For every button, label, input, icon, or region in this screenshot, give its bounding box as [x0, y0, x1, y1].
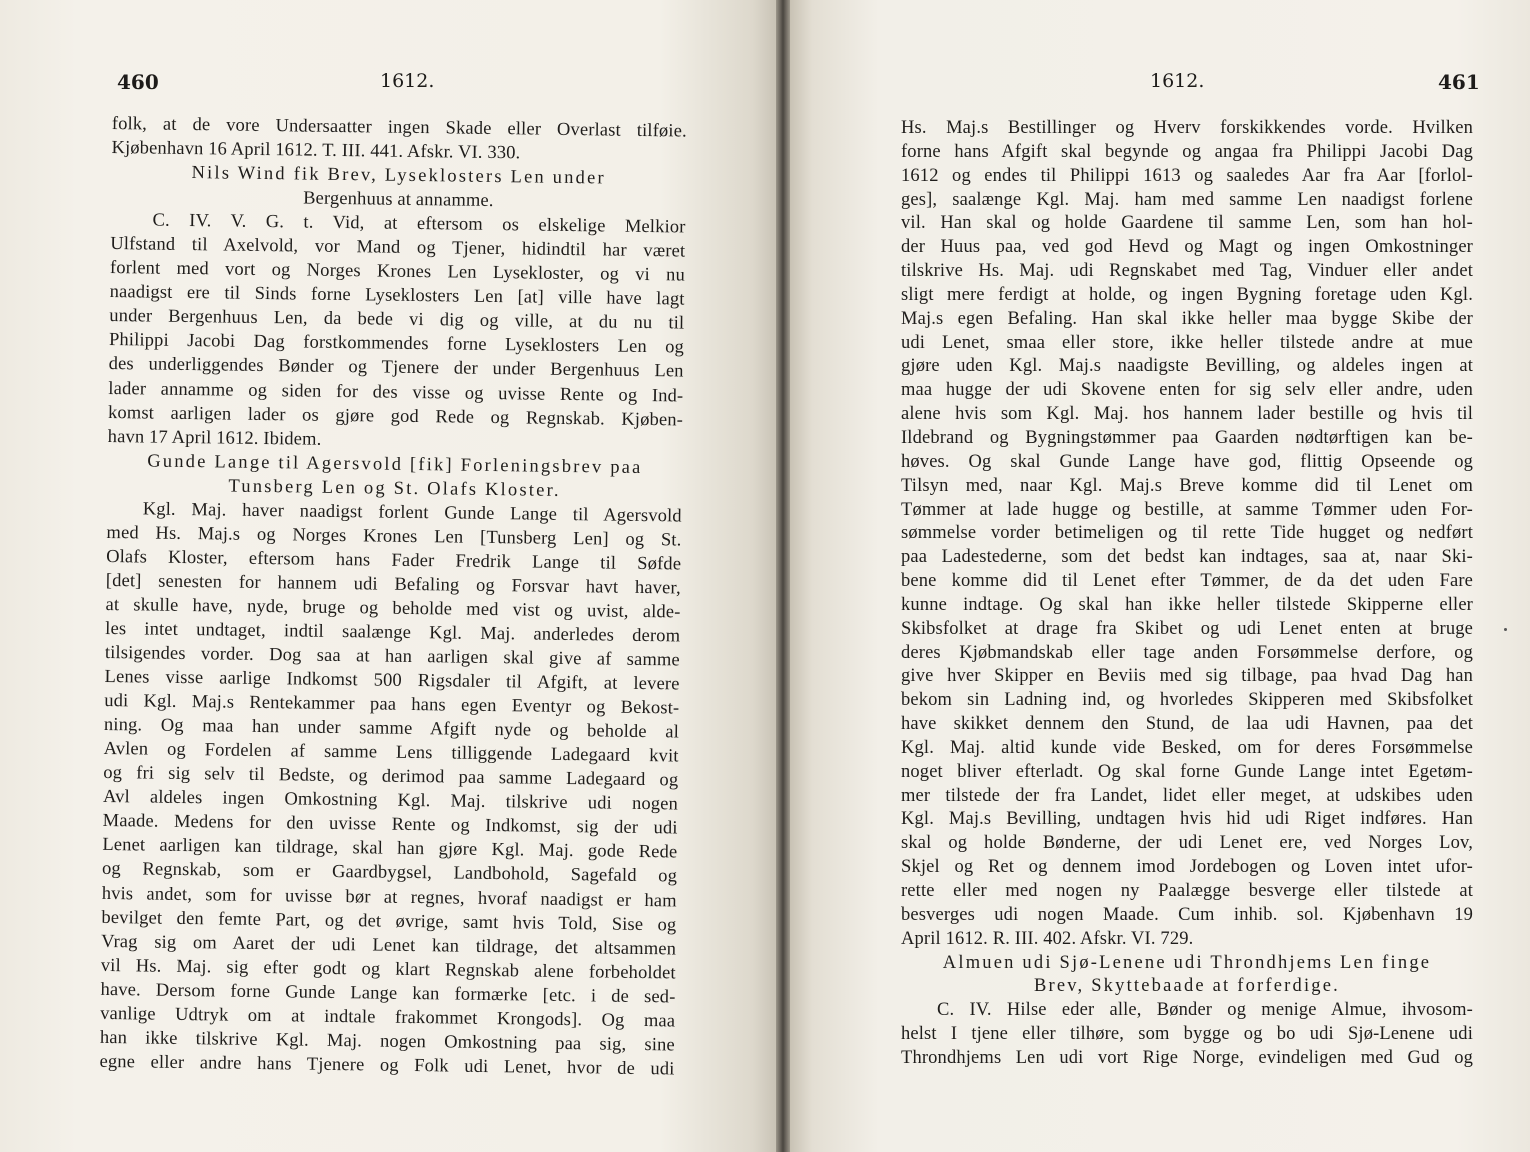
entry-heading: Tunsberg Len og St. Olafs Kloster.: [228, 476, 561, 501]
text-line: rette eller med nogen ny Paalægge besverge eller tilstede at: [901, 881, 1473, 901]
text-line: vil. Han skal og holde Gaardene til samme Len, som han hol-: [901, 213, 1473, 234]
text-line: og Regnskab, som er Gaardbygsel, Landbohold, Sagefald og: [101, 859, 678, 887]
text-line: have skikket dennem den Stund, de laa udi Havnen, paa det: [901, 714, 1473, 735]
book-gutter: [776, 0, 790, 1152]
text-line: Tømmer at lade hugge og bestille, at samme Tømmer uden For-: [901, 499, 1473, 520]
text-line: Maade. Medens for den uvisse Rente og Indkomst, sig der udi: [102, 811, 678, 839]
right-page: [790, 0, 1530, 1152]
running-head-left: 1612.: [380, 70, 435, 92]
text-line: ning. Og maa han under samme Afgift nyde og beholde al: [103, 715, 680, 743]
text-line: lader annamme og siden for des visse og uvisse Rente og Ind-: [108, 378, 684, 407]
text-line: besverges udi nogen Maade. Cum inhib. sol. Kjøbenhavn 19: [901, 904, 1473, 925]
text-line: kunne indtage. Og skal han ikke heller tilstede Skipperne eller: [901, 594, 1473, 615]
text-line: vanlige Udtryk om at indtale frakommet Krongods]. Og maa: [100, 1003, 676, 1032]
text-line: vil Hs. Maj. sig efter godt og klart Regnskab alene forbeholdet: [100, 955, 676, 984]
text-line: Skibsfolket at drage fra Skibet og udi Lenet enten at bruge: [901, 618, 1473, 639]
text-line: Skjel og Ret og dennem imod Jordebogen og Loven intet ufor-: [901, 857, 1473, 878]
entry-heading: Bergenhuus at annamme.: [303, 188, 494, 212]
text-line: sømmelse vorder betimeligen og til rette Tide hugget og nedført: [901, 523, 1473, 544]
text-line: Olafs Kloster, eftersom hans Fader Fredrik Lange til Søfde: [106, 546, 682, 575]
text-line: Avl aldeles ingen Omkostning Kgl. Maj. tilskrive udi nogen: [102, 787, 679, 815]
text-line: Tilsyn med, naar Kgl. Maj.s Breve komme did til Lenet om: [901, 475, 1473, 496]
text-line: han ikke tilskrive Kgl. Maj. nogen Omkostning paa sig, sine: [99, 1027, 675, 1056]
text-line: Maj.s egen Befaling. Han skal ikke heller maa bygge Skibe der: [901, 308, 1473, 329]
text-line: tilskrive Hs. Maj. udi Regnskabet med Tag, Vinduer eller andet: [901, 261, 1473, 282]
page-number-left: 460: [117, 70, 159, 94]
text-line: høves. Og skal Gunde Lange have god, flittig Opseende og: [901, 451, 1473, 472]
text-line: sligt mere ferdigt at holde, og ingen Bygning foretage uden Kgl.: [901, 284, 1473, 305]
page-number-right: 461: [1438, 70, 1480, 94]
text-line: havn 17 April 1612. Ibidem.: [107, 426, 322, 450]
text-line: alene hvis som Kgl. Maj. hos hannem lader bestille og hvis til: [901, 404, 1473, 425]
text-line: der Huus paa, ved god Hevd og Magt og ingen Omkostninger: [901, 237, 1473, 258]
text-line: helst I tjene eller tilhøre, som bygge og bo udi Sjø-Lenene udi: [901, 1024, 1473, 1045]
text-line: ges], saalænge Kgl. Maj. ham med samme Len naadigst forlene: [901, 189, 1473, 210]
text-line: les intet undtaget, indtil saalænge Kgl. Maj. anderledes derom: [105, 618, 681, 647]
text-line: Lenet aarligen kan tildrage, skal han gjøre Kgl. Maj. gode Rede: [102, 835, 678, 863]
text-line: Kjøbenhavn 16 April 1612. T. III. 441. Afskr. VI. 330.: [111, 138, 521, 164]
left-text-column: [99, 112, 687, 1081]
text-line: Avlen og Fordelen af samme Lens tilliggende Ladegaard kvit: [103, 739, 679, 767]
entry-heading: Brev, Skyttebaade at forferdige.: [1033, 976, 1340, 997]
text-line: Ildebrand og Bygningstømmer paa Gaarden nødtørftigen kan be-: [901, 427, 1473, 448]
running-head-right: 1612.: [1150, 70, 1205, 92]
text-line: Hs. Maj.s Bestillinger og Hverv forskikkendes vorde. Hvilken: [901, 118, 1473, 138]
text-line: tilsigendes vorder. Dog saa at han aarligen skal give af samme: [104, 642, 680, 671]
text-line: folk, at de vore Undersaatter ingen Skade eller Overlast tilføie.: [111, 113, 687, 142]
text-line: hvis andet, som for uvisse bør at regnes, hvoraf naadigst er ham: [101, 883, 677, 911]
text-line: [det] senesten for hannem udi Befaling og Forsvar havt haver,: [105, 570, 681, 599]
text-line: April 1612. R. III. 402. Afskr. VI. 729.: [901, 928, 1194, 949]
text-line: Vrag sig om Aaret der udi Lenet kan tildrage, det altsammen: [101, 931, 677, 960]
text-line: med Hs. Maj.s og Norges Krones Len [Tunsberg Len] og St.: [106, 522, 682, 551]
text-line: bevilget den femte Part, og det øvrige, samt hvis Told, Sise og: [101, 907, 677, 936]
text-line: 1612 og endes til Philippi 1613 og saaledes Aar fra Aar [forlol-: [901, 165, 1473, 186]
text-line: forne hans Afgift skal begynde og angaa fra Philippi Jacobi Dag: [901, 141, 1473, 162]
text-line: naadigst ere til Sinds forne Lyseklosters Len [at] ville have lagt: [109, 282, 685, 310]
entry-heading: Almuen udi Sjø-Lenene udi Throndhjems Len finge: [942, 952, 1432, 973]
text-line: at skulle have, nyde, bruge og beholde med vist og uvist, alde-: [105, 594, 681, 623]
text-line: skal og holde Bønderne, der udi Lenet ere, ved Norges Lov,: [901, 833, 1473, 854]
text-line: egne eller andre hans Tjenere og Folk udi Lenet, hvor de udi: [99, 1051, 675, 1080]
text-line: C. IV. Hilse eder alle, Bønder og menige Almue, ihvosom-: [937, 1000, 1473, 1021]
text-line: Kgl. Maj. altid kunde vide Besked, om for deres Forsømmelse: [901, 737, 1473, 758]
text-line: des underliggendes Bønder og Tjenere der under Bergenhuus Len: [108, 354, 684, 382]
text-line: Lenes visse aarlige Indkomst 500 Rigsdaler til Afgift, at levere: [104, 667, 680, 695]
text-line: under Bergenhuus Len, da bede vi dig og ville, at du nu til: [109, 306, 685, 334]
right-text-column: [901, 117, 1473, 1071]
text-line: maa hugge der udi Skovene enten for sig selv eller andre, uden: [901, 380, 1473, 401]
text-line: Kgl. Maj. haver naadigst forlent Gunde Lange til Agersvold: [142, 499, 682, 527]
text-line: udi Kgl. Maj.s Rentekammer paa hans egen Eventyr og Bekost-: [104, 691, 680, 719]
text-line: paa Ladestederne, som det bedst kan indtages, saa at, naar Ski-: [901, 547, 1473, 568]
text-line: gjøre uden Kgl. Maj.s naadigste Bevilling, og aldeles ingen at: [901, 356, 1473, 377]
text-line: Ulfstand til Axelvold, vor Mand og Tjener, hidindtil har været: [110, 234, 686, 262]
entry-heading: Nils Wind fik Brev, Lyseklosters Len under: [191, 163, 606, 189]
text-line: give hver Skipper en Beviis med sig tilbage, paa hvad Dag han: [901, 666, 1473, 687]
text-line: noget bliver efterladt. Og skal forne Gunde Lange intet Egetøm-: [901, 761, 1473, 782]
text-line: Throndhjems Len udi vort Rige Norge, evindeligen med Gud og: [901, 1047, 1473, 1068]
text-line: Kgl. Maj.s Bevilling, undtagen hvis hid udi Riget indføres. Han: [901, 809, 1473, 830]
text-line: mer tilstede der fra Landet, lidet eller meget, at udskibes uden: [901, 785, 1473, 806]
text-line: have. Dersom forne Gunde Lange kan formærke [etc. i de sed-: [100, 979, 676, 1008]
text-line: og fri sig selv til Bedste, og derimod paa samme Ladegaard og: [103, 763, 679, 791]
text-line: bene komme did til Lenet efter Tømmer, de da det uden Fare: [901, 571, 1473, 592]
text-line: C. IV. V. G. t. Vid, at eftersom os elskelige Melkior: [152, 210, 686, 238]
text-line: komst aarligen lader os gjøre god Rede og Regnskab. Kjøben-: [107, 402, 684, 431]
text-line: bekom sin Ladning ind, og hvorledes Skipperen med Skibsfolket: [901, 690, 1473, 711]
text-line: forlent med vort og Norges Krones Len Lysekloster, og vi nu: [109, 258, 686, 286]
text-line: udi Lenet, smaa eller store, ikke heller tilstede andre at mue: [901, 332, 1473, 353]
entry-heading: Gunde Lange til Agersvold [fik] Forleningsbrev paa: [147, 451, 643, 478]
speck-mark: [1504, 628, 1507, 631]
text-line: Philippi Jacobi Dag forstkommendes forne Lyseklosters Len og: [108, 330, 685, 358]
text-line: deres Kjøbmandskab eller tage anden Forsømmelse derfore, og: [901, 642, 1473, 663]
